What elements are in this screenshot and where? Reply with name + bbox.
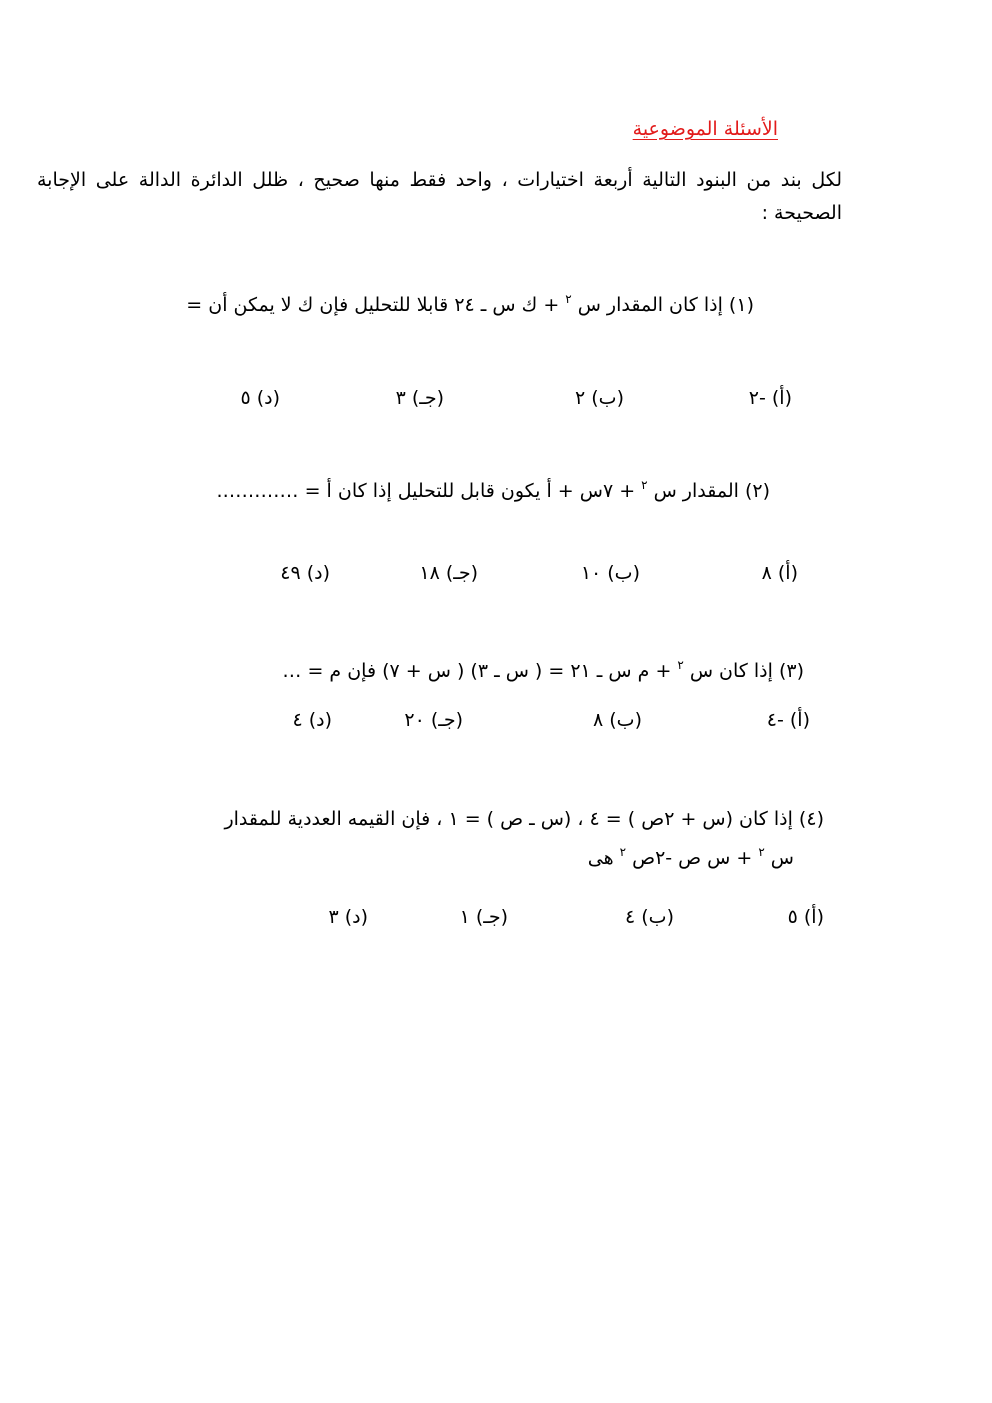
question-4-option-c: (جـ) ١ xyxy=(459,906,508,928)
question-4-line-2-start: س xyxy=(770,847,794,869)
question-3-text-start: (٣) إذا كان س xyxy=(689,660,804,682)
question-4-exponent-2: ٢ xyxy=(619,845,627,859)
question-4-line-1: (٤) إذا كان (س + ٢ص ) = ٤ ، (س ـ ص ) = ١ ، فإن القيمه العددية للمقدار xyxy=(224,808,824,830)
question-2-option-d: (د) ٤٩ xyxy=(280,562,330,584)
question-4-option-b: (ب) ٤ xyxy=(625,906,674,928)
question-4-line-2-end: هى xyxy=(587,847,614,869)
question-2-text-end: + ٧س + أ يكون قابل للتحليل إذا كان أ = …………. xyxy=(216,480,636,502)
question-2-option-a: (أ) ٨ xyxy=(761,562,798,584)
question-4-option-a: (أ) ٥ xyxy=(787,906,824,928)
question-2 xyxy=(217,478,770,502)
question-4-option-d: (د) ٣ xyxy=(328,906,368,928)
instructions-text: لكل بند من البنود التالية أربعة اختيارات ، واحد فقط منها صحيح ، ظلل الدائرة الدالة على الإجابة الصحيحة : xyxy=(37,169,842,224)
section-title: الأسئلة الموضوعية xyxy=(632,118,778,140)
question-3-exponent: ٢ xyxy=(677,658,684,672)
question-2-text-start: (٢) المقدار س xyxy=(653,480,770,502)
question-4 xyxy=(224,803,824,875)
question-1-text-start: (١) إذا كان المقدار س xyxy=(577,294,754,316)
question-1-text-end: + ك س ـ ٢٤ قابلا للتحليل فإن ك لا يمكن أن = xyxy=(186,294,560,316)
question-3 xyxy=(282,658,804,682)
question-1-option-c: (جـ) ٣ xyxy=(395,387,444,409)
question-1-option-d: (د) ٥ xyxy=(240,387,280,409)
question-3-option-c: (جـ) ٢٠ xyxy=(404,709,463,731)
question-1-option-b: (ب) ٢ xyxy=(575,387,624,409)
question-2-option-c: (جـ) ١٨ xyxy=(419,562,478,584)
question-3-option-a: (أ) -٤ xyxy=(766,709,810,731)
question-2-exponent: ٢ xyxy=(641,478,648,492)
question-4-line-2-middle: + س ص -٢ص xyxy=(632,847,753,869)
question-3-option-b: (ب) ٨ xyxy=(593,709,642,731)
question-3-text-end: + م س ـ ٢١ = ( س ـ ٣) ( س + ٧) فإن م = … xyxy=(282,660,672,682)
question-2-option-b: (ب) ١٠ xyxy=(580,562,640,584)
question-3-option-d: (د) ٤ xyxy=(292,709,332,731)
question-4-line-2 xyxy=(224,836,794,875)
question-1 xyxy=(186,292,754,316)
question-1-option-a: (أ) -٢ xyxy=(748,387,792,409)
question-4-exponent-1: ٢ xyxy=(758,845,765,859)
question-1-exponent: ٢ xyxy=(565,292,572,306)
